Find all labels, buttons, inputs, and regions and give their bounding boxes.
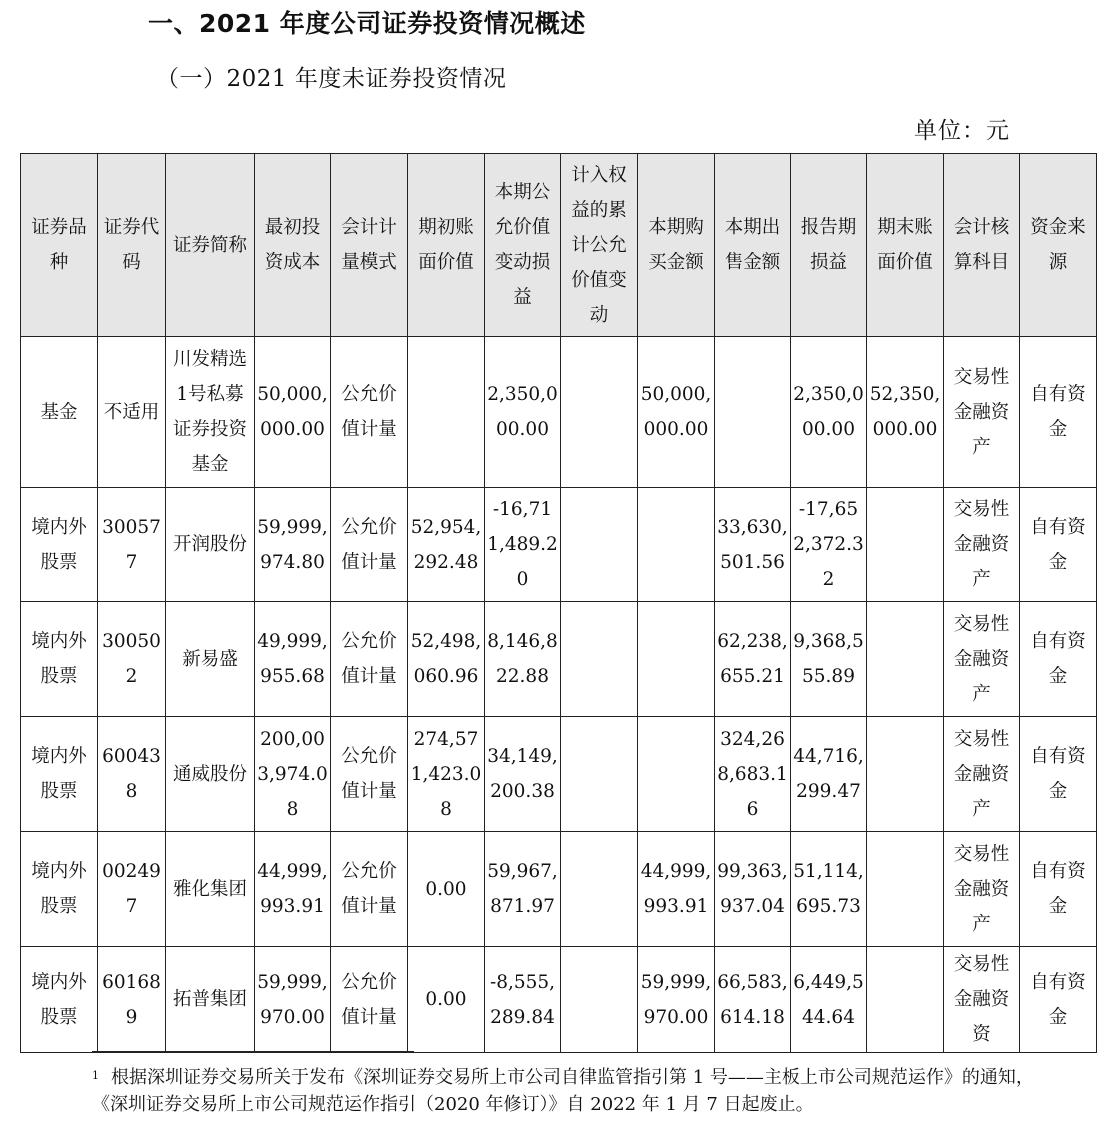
footnote-marker: 1 <box>92 1069 99 1082</box>
table-row <box>21 602 1097 717</box>
table-cell: 44,999,993.91 <box>255 832 331 947</box>
column-header: 最初投资成本 <box>255 154 331 337</box>
table-cell: 境内外股票 <box>21 717 98 832</box>
table-cell <box>867 717 944 832</box>
table-cell: 274,571,423.08 <box>408 717 485 832</box>
table-cell: 59,999,970.00 <box>638 947 715 1053</box>
table-row <box>21 947 1097 1053</box>
table-cell: 新易盛 <box>166 602 255 717</box>
table-cell <box>867 947 944 1053</box>
table-cell: 50,000,000.00 <box>638 337 715 488</box>
subsection-heading: （一）2021 年度未证券投资情况 <box>156 66 507 92</box>
table-cell: 324,268,683.16 <box>715 717 791 832</box>
column-header: 证券品种 <box>21 154 98 337</box>
table-cell: 51,114,695.73 <box>791 832 867 947</box>
footnote-text: 根据深圳证券交易所关于发布《深圳证券交易所上市公司自律监管指引第 1 号——主板上市公司规范运作》的通知，《深圳证券交易所上市公司规范运作指引（2020 年修订）》自 2022 年 1 月 7 日起废止。 <box>92 1067 1034 1115</box>
table-cell: 2,350,000.00 <box>485 337 561 488</box>
table-cell: 99,363,937.04 <box>715 832 791 947</box>
table-cell: 59,999,970.00 <box>255 947 331 1053</box>
table-cell: -16,711,489.20 <box>485 488 561 602</box>
column-header: 会计计量模式 <box>331 154 408 337</box>
table-cell: 0.00 <box>408 947 485 1053</box>
table-cell: 200,003,974.08 <box>255 717 331 832</box>
table-cell: 6,449,544.64 <box>791 947 867 1053</box>
table-cell: 交易性金融资产 <box>944 337 1020 488</box>
table-cell <box>867 832 944 947</box>
table-row <box>21 488 1097 602</box>
table-cell: 66,583,614.18 <box>715 947 791 1053</box>
footnote <box>92 1064 1042 1118</box>
table-cell <box>638 488 715 602</box>
column-header: 期末账面价值 <box>867 154 944 337</box>
table-cell: 601689 <box>98 947 166 1053</box>
table-cell <box>561 602 638 717</box>
column-header: 本期公允价值变动损益 <box>485 154 561 337</box>
table-cell: -8,555,289.84 <box>485 947 561 1053</box>
table-cell: 2,350,000.00 <box>791 337 867 488</box>
table-cell: 交易性金融资产 <box>944 602 1020 717</box>
unit-label: 单位：元 <box>914 118 1010 144</box>
securities-investment-table <box>20 153 1097 1053</box>
table-cell <box>561 488 638 602</box>
table-cell: 自有资金 <box>1020 488 1097 602</box>
table-cell: 不适用 <box>98 337 166 488</box>
section-heading: 一、2021 年度公司证券投资情况概述 <box>148 9 586 38</box>
table-cell: 公允价值计量 <box>331 488 408 602</box>
table-cell: 8,146,822.88 <box>485 602 561 717</box>
table-cell: 600438 <box>98 717 166 832</box>
table-cell: 50,000,000.00 <box>255 337 331 488</box>
table-cell: 公允价值计量 <box>331 717 408 832</box>
table-cell <box>867 602 944 717</box>
table-cell: 9,368,555.89 <box>791 602 867 717</box>
table-cell: 公允价值计量 <box>331 947 408 1053</box>
column-header: 资金来源 <box>1020 154 1097 337</box>
table-cell: 公允价值计量 <box>331 602 408 717</box>
table-cell: 自有资金 <box>1020 832 1097 947</box>
table-cell: 59,967,871.97 <box>485 832 561 947</box>
table-cell: 自有资金 <box>1020 337 1097 488</box>
table-cell: 44,999,993.91 <box>638 832 715 947</box>
table-cell: 境内外股票 <box>21 602 98 717</box>
table-cell: 002497 <box>98 832 166 947</box>
table-cell: 59,999,974.80 <box>255 488 331 602</box>
table-cell: 52,954,292.48 <box>408 488 485 602</box>
table-cell: 300577 <box>98 488 166 602</box>
table-cell: 自有资金 <box>1020 947 1097 1053</box>
table-cell: -17,652,372.32 <box>791 488 867 602</box>
column-header: 计入权益的累计公允价值变动 <box>561 154 638 337</box>
table-row <box>21 832 1097 947</box>
table-cell: 0.00 <box>408 832 485 947</box>
column-header: 会计核算科目 <box>944 154 1020 337</box>
column-header: 证券简称 <box>166 154 255 337</box>
table-cell: 境内外股票 <box>21 832 98 947</box>
table-cell: 公允价值计量 <box>331 832 408 947</box>
table-cell: 开润股份 <box>166 488 255 602</box>
table-cell <box>638 717 715 832</box>
column-header: 本期出售金额 <box>715 154 791 337</box>
table-cell <box>408 337 485 488</box>
table-cell <box>715 337 791 488</box>
table-row <box>21 717 1097 832</box>
footnote-rule <box>92 1051 414 1052</box>
column-header: 证券代码 <box>98 154 166 337</box>
table-header-row <box>21 154 1097 337</box>
table-cell <box>561 947 638 1053</box>
column-header: 报告期损益 <box>791 154 867 337</box>
table-cell: 交易性金融资产 <box>944 488 1020 602</box>
table-cell: 基金 <box>21 337 98 488</box>
table-cell: 公允价值计量 <box>331 337 408 488</box>
table-cell: 34,149,200.38 <box>485 717 561 832</box>
table-cell: 雅化集团 <box>166 832 255 947</box>
table-cell: 通威股份 <box>166 717 255 832</box>
table-cell <box>561 717 638 832</box>
table-cell: 拓普集团 <box>166 947 255 1053</box>
table-cell: 自有资金 <box>1020 602 1097 717</box>
column-header: 本期购买金额 <box>638 154 715 337</box>
table-cell: 境内外股票 <box>21 947 98 1053</box>
table-cell <box>638 602 715 717</box>
table-cell: 33,630,501.56 <box>715 488 791 602</box>
table-cell: 境内外股票 <box>21 488 98 602</box>
table-cell: 川发精选1号私募证券投资基金 <box>166 337 255 488</box>
table-cell: 52,498,060.96 <box>408 602 485 717</box>
table-cell: 交易性金融资产 <box>944 717 1020 832</box>
table-cell <box>561 337 638 488</box>
table-cell: 自有资金 <box>1020 717 1097 832</box>
table-cell <box>867 488 944 602</box>
table-cell: 交易性金融资产 <box>944 832 1020 947</box>
table-cell: 44,716,299.47 <box>791 717 867 832</box>
table-row <box>21 337 1097 488</box>
table-cell: 49,999,955.68 <box>255 602 331 717</box>
table-cell: 52,350,000.00 <box>867 337 944 488</box>
table-cell: 62,238,655.21 <box>715 602 791 717</box>
table-cell: 300502 <box>98 602 166 717</box>
table-cell <box>561 832 638 947</box>
column-header: 期初账面价值 <box>408 154 485 337</box>
table-cell: 交易性金融资资 <box>944 947 1020 1053</box>
